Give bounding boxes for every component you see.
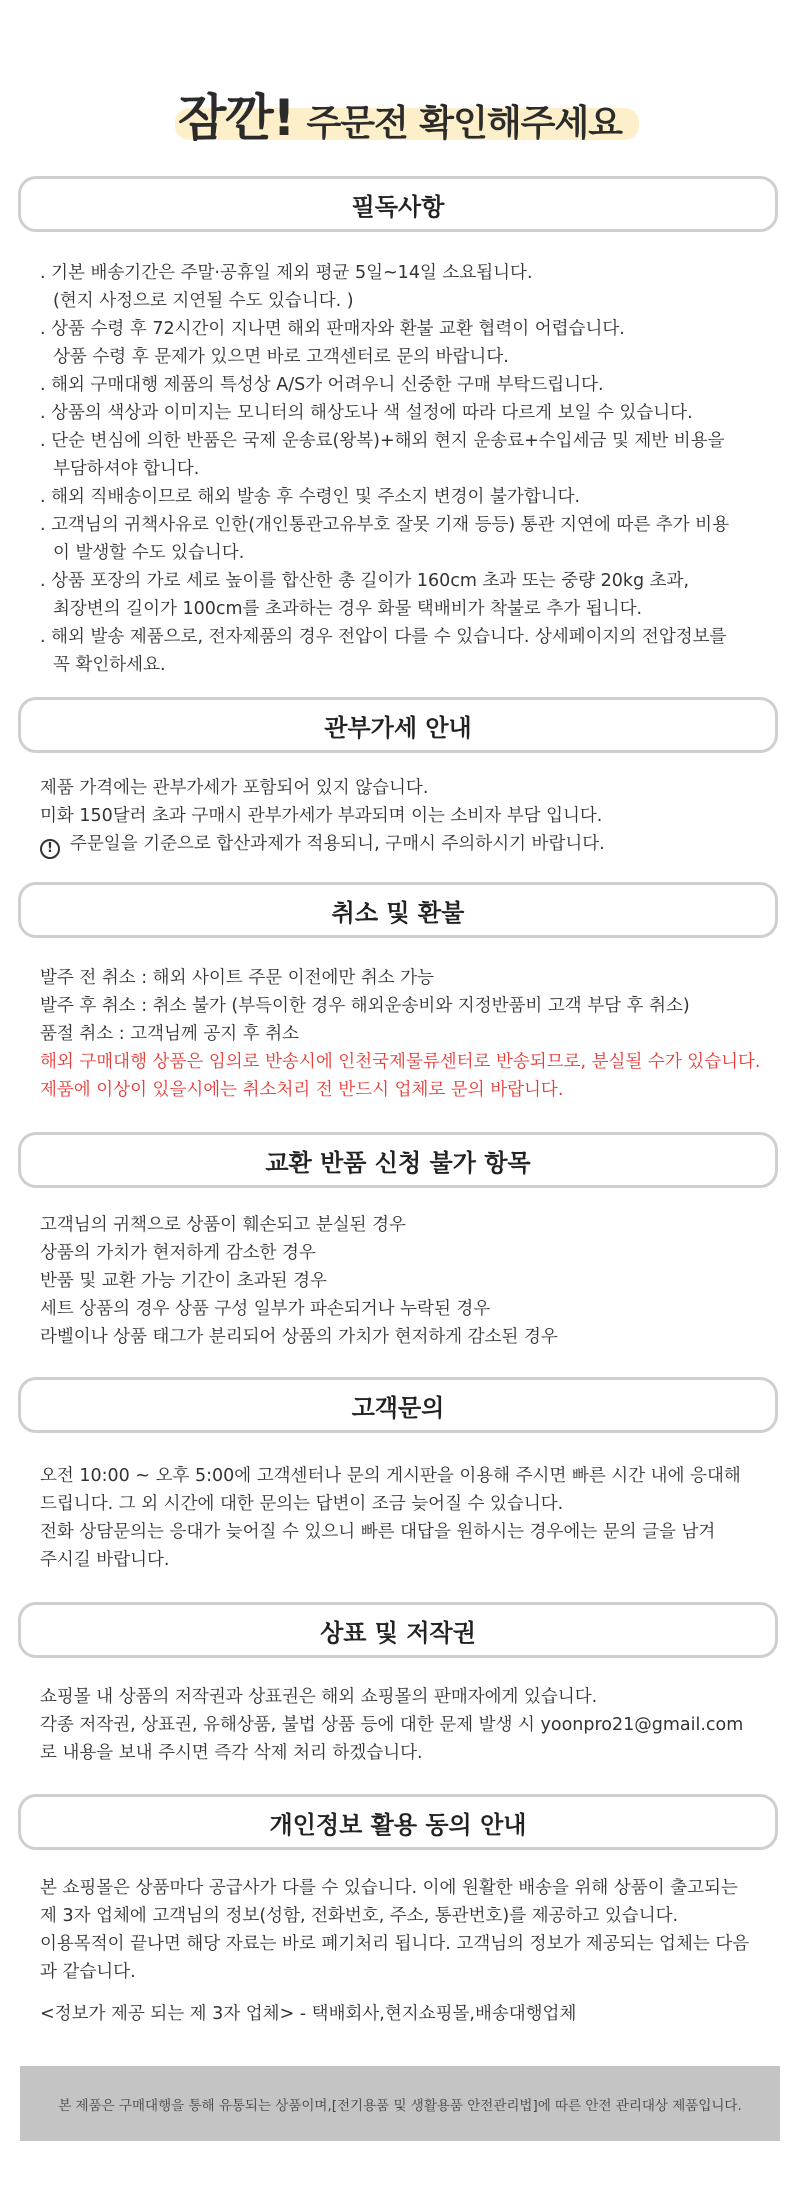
cancel-refund-warning: 제품에 이상이 있을시에는 취소처리 전 반드시 업체로 문의 바랍니다.	[40, 1080, 564, 1100]
customs-line: 제품 가격에는 관부가세가 포함되어 있지 않습니다.	[40, 778, 429, 798]
no-exchange-line: 라벨이나 상품 태그가 분리되어 상품의 가치가 현저하게 감소된 경우	[40, 1327, 558, 1347]
privacy-line: 본 쇼핑몰은 상품마다 공급사가 다를 수 있습니다. 이에 원활한 배송을 위해 상품이 출고되는	[40, 1878, 738, 1898]
inquiry-line: 전화 상담문의는 응대가 늦어질 수 있으니 빠른 대답을 원하시는 경우에는 문의 글을 남겨	[40, 1522, 716, 1542]
must-read-line: (현지 사정으로 지연될 수도 있습니다. )	[53, 291, 354, 311]
section-title-privacy: 개인정보 활용 동의 안내	[18, 1794, 778, 1850]
customs-warning	[40, 830, 780, 859]
must-read-line: 상품 수령 후 문제가 있으면 바로 고객센터로 문의 바랍니다.	[53, 347, 509, 367]
privacy-text	[40, 1874, 780, 2028]
page-title-text: 주문전 확인해주세요	[306, 103, 622, 144]
inquiry-line: 드립니다. 그 외 시간에 대한 문의는 답변이 조금 늦어질 수 있습니다.	[40, 1494, 564, 1514]
footer-notice	[20, 2066, 780, 2141]
must-read-list	[40, 259, 780, 679]
must-read-line: . 기본 배송기간은 주말·공휴일 제외 평균 5일~14일 소요됩니다.	[40, 263, 533, 283]
no-exchange-line: 세트 상품의 경우 상품 구성 일부가 파손되거나 누락된 경우	[40, 1299, 491, 1319]
page-title	[0, 78, 800, 150]
section-title-must-read: 필독사항	[18, 176, 778, 232]
privacy-line: 이용목적이 끝나면 해당 자료는 바로 폐기처리 됩니다. 고객님의 정보가 제공되는 업체는 다음	[40, 1934, 750, 1954]
section-title-no-exchange: 교환 반품 신청 불가 항목	[18, 1132, 778, 1188]
must-read-line: . 상품 수령 후 72시간이 지나면 해외 판매자와 환불 교환 협력이 어렵습니다.	[40, 319, 625, 339]
trademark-line: 각종 저작권, 상표권, 유해상품, 불법 상품 등에 대한 문제 발생 시 yoonpro21@gmail.com	[40, 1715, 744, 1735]
trademark-line: 로 내용을 보내 주시면 즉각 삭제 처리 하겠습니다.	[40, 1743, 423, 1763]
inquiry-text	[40, 1462, 780, 1574]
cancel-refund-line: 발주 전 취소 : 해외 사이트 주문 이전에만 취소 가능	[40, 968, 435, 988]
must-read-line: 최장변의 길이가 100cm를 초과하는 경우 화물 택배비가 착불로 추가 됩니다.	[53, 599, 643, 619]
cancel-refund-line: 발주 후 취소 : 취소 불가 (부득이한 경우 해외운송비와 지정반품비 고객 부담 후 취소)	[40, 996, 690, 1016]
customs-list	[40, 774, 780, 859]
customs-line: 미화 150달러 초과 구매시 관부가세가 부과되며 이는 소비자 부담 입니다.	[40, 806, 603, 826]
must-read-line: . 상품 포장의 가로 세로 높이를 합산한 총 길이가 160cm 초과 또는 중량 20kg 초과,	[40, 571, 690, 591]
section-title-cancel-refund: 취소 및 환불	[18, 882, 778, 938]
inquiry-line: 주시길 바랍니다.	[40, 1550, 170, 1570]
cancel-refund-list	[40, 964, 780, 1104]
section-title-trademark: 상표 및 저작권	[18, 1602, 778, 1658]
must-read-line: 이 발생할 수도 있습니다.	[53, 543, 245, 563]
no-exchange-line: 반품 및 교환 가능 기간이 초과된 경우	[40, 1271, 327, 1291]
inquiry-line: 오전 10:00 ~ 오후 5:00에 고객센터나 문의 게시판을 이용해 주시면 빠른 시간 내에 응대해	[40, 1466, 741, 1486]
must-read-line: . 해외 구매대행 제품의 특성상 A/S가 어려우니 신중한 구매 부탁드립니다.	[40, 375, 604, 395]
page-header	[0, 78, 800, 150]
must-read-line: . 상품의 색상과 이미지는 모니터의 해상도나 색 설정에 따라 다르게 보일 수 있습니다.	[40, 403, 693, 423]
page-title-exclaim: 잠깐!	[178, 89, 295, 147]
no-exchange-list	[40, 1211, 780, 1351]
must-read-line: . 고객님의 귀책사유로 인한(개인통관고유부호 잘못 기재 등등) 통관 지연에 따른 추가 비용	[40, 515, 729, 535]
cancel-refund-line: 품절 취소 : 고객님께 공지 후 취소	[40, 1024, 300, 1044]
trademark-line: 쇼핑몰 내 상품의 저작권과 상표권은 해외 쇼핑몰의 판매자에게 있습니다.	[40, 1687, 598, 1707]
privacy-line: 과 같습니다.	[40, 1962, 136, 1982]
must-read-line: . 단순 변심에 의한 반품은 국제 운송료(왕복)+해외 현지 운송료+수입세금 및 제반 비용을	[40, 431, 725, 451]
must-read-line: 부담하셔야 합니다.	[53, 459, 200, 479]
section-title-inquiry: 고객문의	[18, 1377, 778, 1433]
customs-warning-text: 주문일을 기준으로 합산과제가 적용되니, 구매시 주의하시기 바랍니다.	[70, 834, 605, 854]
section-title-customs: 관부가세 안내	[18, 697, 778, 753]
privacy-line: 제 3자 업체에 고객님의 정보(성함, 전화번호, 주소, 통관번호)를 제공하고 있습니다.	[40, 1906, 679, 1926]
must-read-line: . 해외 직배송이므로 해외 발송 후 수령인 및 주소지 변경이 불가합니다.	[40, 487, 581, 507]
must-read-line: 꼭 확인하세요.	[53, 655, 166, 675]
no-exchange-line: 상품의 가치가 현저하게 감소한 경우	[40, 1243, 316, 1263]
cancel-refund-warning: 해외 구매대행 상품은 임의로 반송시에 인천국제물류센터로 반송되므로, 분실될 수가 있습니다.	[40, 1052, 761, 1072]
trademark-text	[40, 1683, 780, 1767]
privacy-third-party: <정보가 제공 되는 제 3자 업체> - 택배회사,현지쇼핑몰,배송대행업체	[40, 2004, 577, 2024]
no-exchange-line: 고객님의 귀책으로 상품이 훼손되고 분실된 경우	[40, 1215, 406, 1235]
must-read-line: . 해외 발송 제품으로, 전자제품의 경우 전압이 다를 수 있습니다. 상세페이지의 전압정보를	[40, 627, 727, 647]
exclamation-icon: !	[40, 839, 60, 859]
footer-notice-text: 본 제품은 구매대행을 통해 유통되는 상품이며,[전기용품 및 생활용품 안전관리법]에 따른 안전 관리대상 제품입니다.	[58, 2097, 742, 2114]
